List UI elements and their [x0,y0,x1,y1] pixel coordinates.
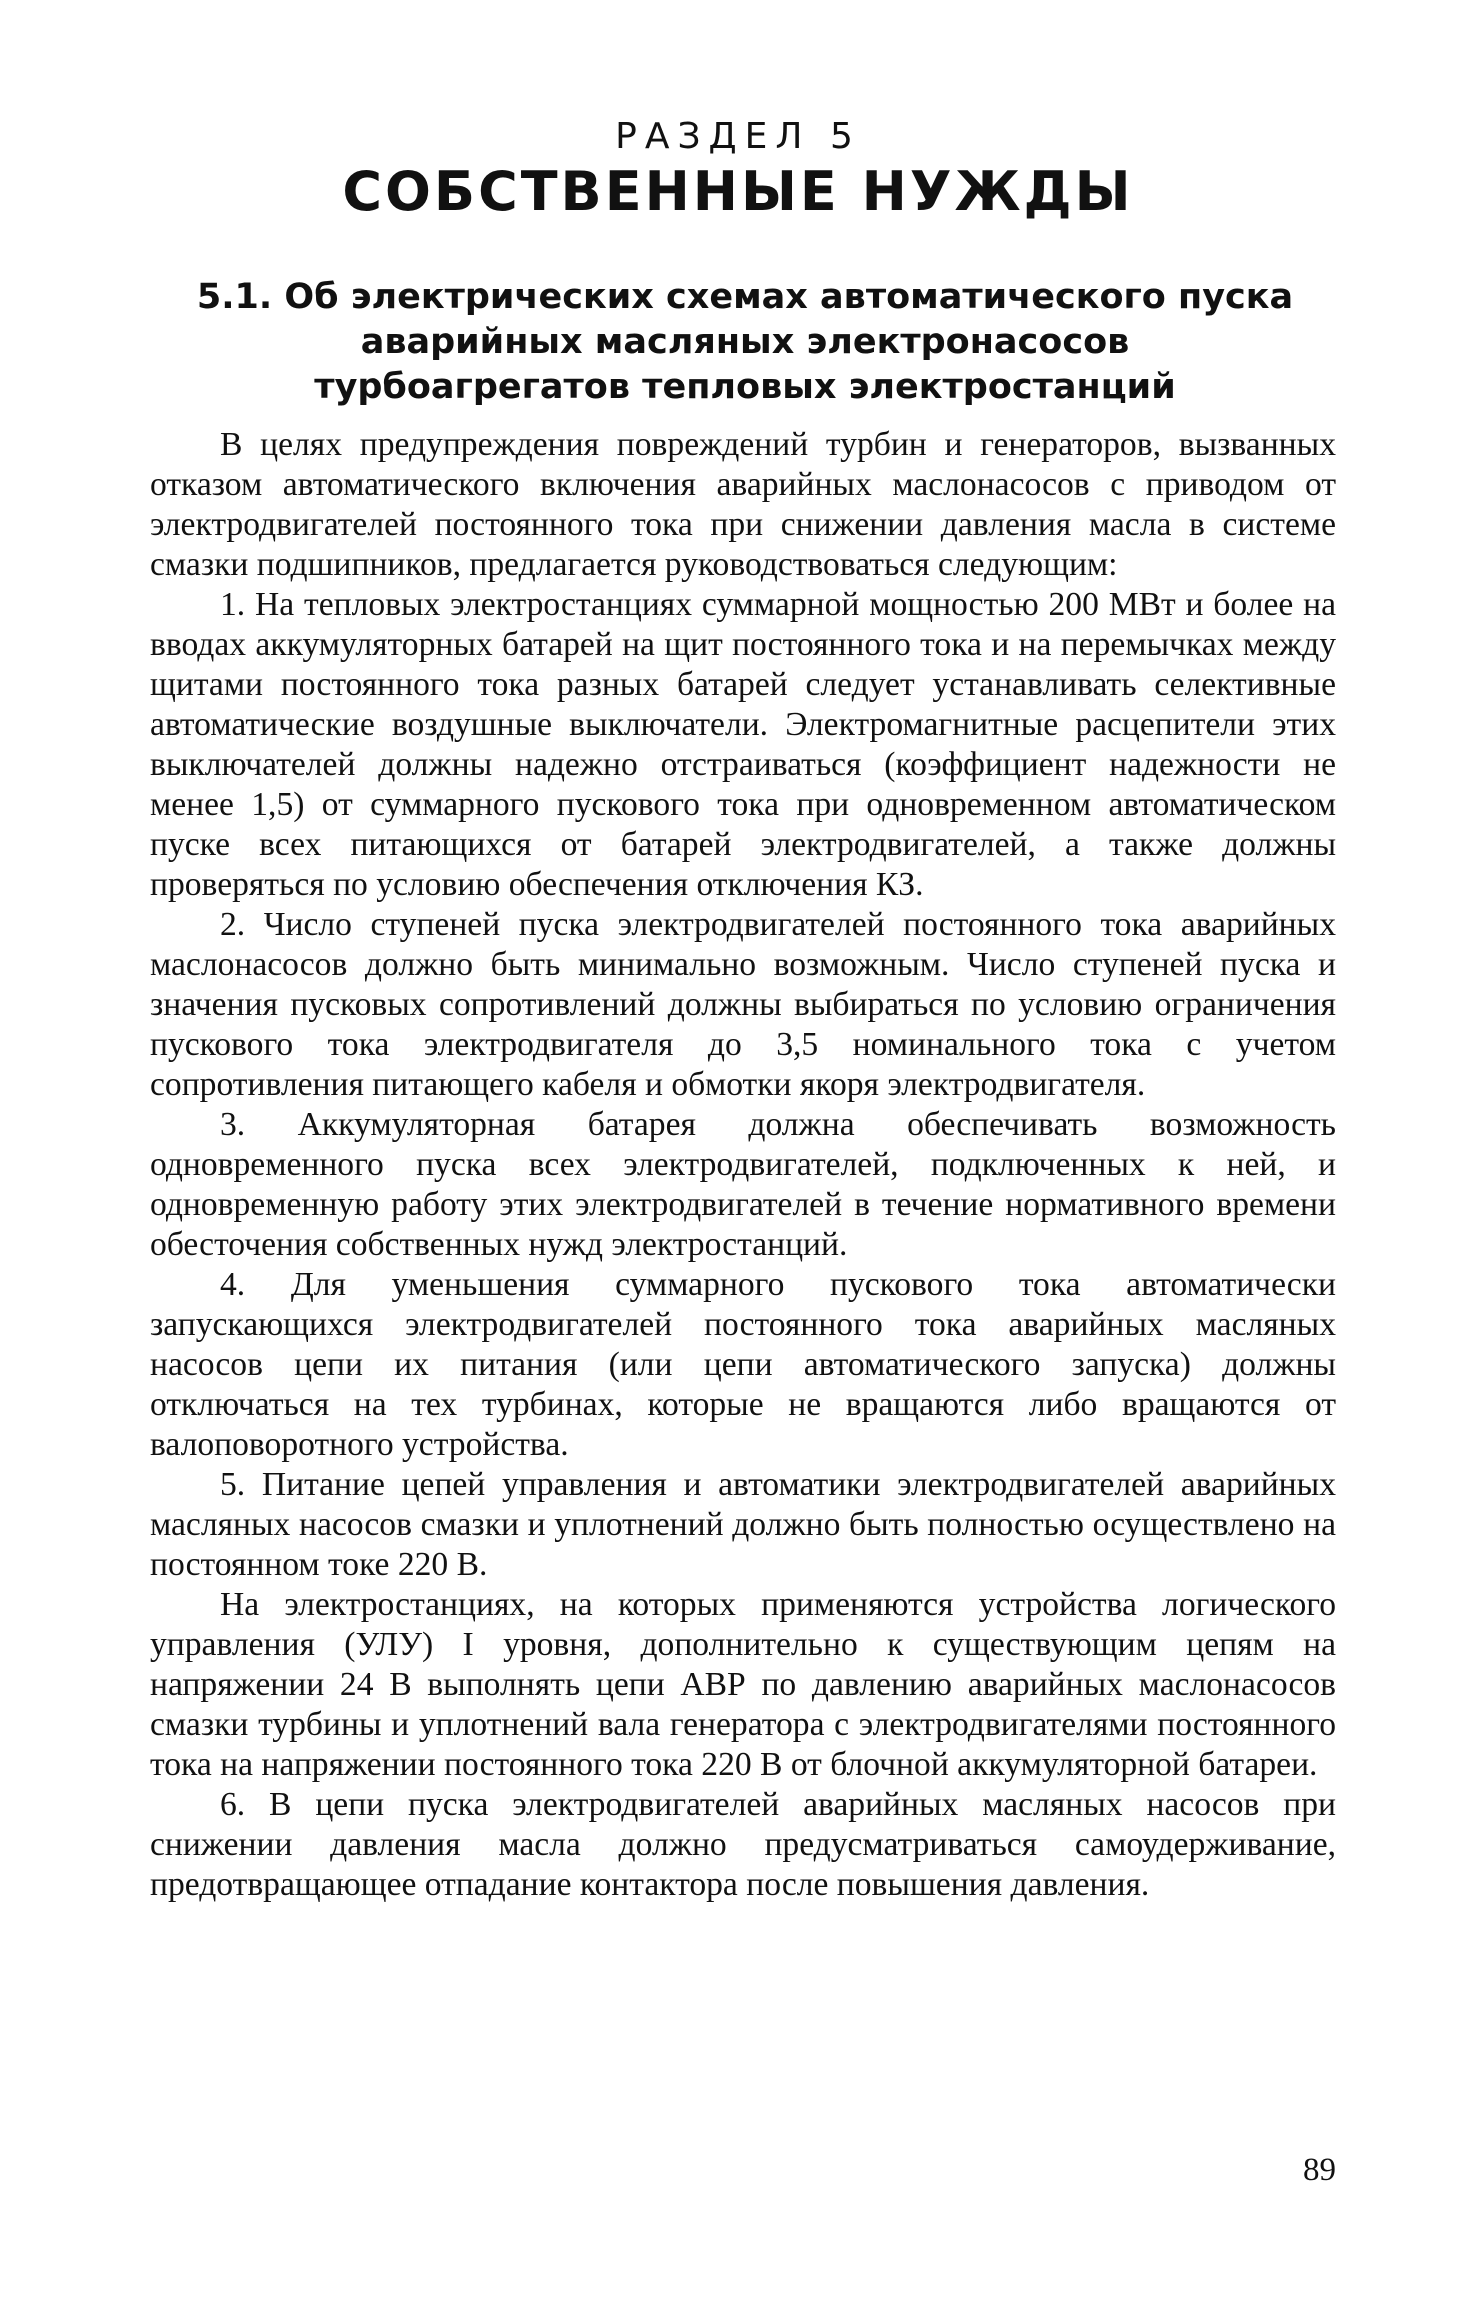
section-title: СОБСТВЕННЫЕ НУЖДЫ [342,160,1134,223]
body-text [150,425,1336,1905]
subsection-title-line: 5.1. Об электрических схемах автоматического пуска [196,277,1294,317]
paragraph-item-2: 2. Число ступеней пуска электродвигателей постоянного тока аварийных маслонасосов должно быть минимально возможным. Число ступеней пуска и значения пусковых сопротивлений должны выбираться по условию ограничения пускового тока электродвигателя до 3,5 номинального тока с учетом сопротивления питающего кабеля и обмотки якоря электродвигателя. [150,906,1336,1103]
subsection-title [150,275,1340,410]
intro-paragraph: В целях предупреждения повреждений турбин и генераторов, вызванных отказом автоматического включения аварийных маслонасосов с приводом от электродвигателей постоянного тока при снижении давления масла в системе смазки подшипников, предлагается руководствоваться следующим: [150,426,1336,583]
paragraph-item-6: 6. В цепи пуска электродвигателей аварийных масляных насосов при снижении давления масла должно предусматриваться самоудерживание, предотвращающее отпадание контактора после повышения давления. [150,1786,1336,1903]
section-label: РАЗДЕЛ 5 [615,116,861,157]
page-number: 89 [1303,2152,1336,2188]
paragraph-item-4: 4. Для уменьшения суммарного пускового тока автоматически запускающихся электродвигателей постоянного тока аварийных масляных насосов цепи их питания (или цепи автоматического запуска) должны отключаться на тех турбинах, которые не вращаются либо вращаются от валоповоротного устройства. [150,1266,1336,1463]
paragraph-item-1: 1. На тепловых электростанциях суммарной мощностью 200 МВт и более на вводах аккумуляторных батарей на щит постоянного тока и на перемычках между щитами постоянного тока разных батарей следует устанавливать селективные автоматические воздушные выключатели. Электромагнитные расцепители этих выключателей должны надежно отстраиваться (коэффициент надежности не менее 1,5) от суммарного пускового тока при одновременном автоматическом пуске всех питающихся от батарей электродвигателей, а также должны проверяться по условию обеспечения отключения КЗ. [150,586,1336,903]
paragraph-item-5: 5. Питание цепей управления и автоматики электродвигателей аварийных масляных насосов смазки и уплотнений должно быть полностью осуществлено на постоянном токе 220 В. [150,1466,1336,1583]
paragraph-ulu: На электростанциях, на которых применяются устройства логического управления (УЛУ) I уровня, дополнительно к существующим цепям на напряжении 24 В выполнять цепи АВР по давлению аварийных маслонасосов смазки турбины и уплотнений вала генератора с электродвигателями постоянного тока на напряжении постоянного тока 220 В от блочной аккумуляторной батареи. [150,1586,1336,1783]
subsection-title-line: турбоагрегатов тепловых электростанций [314,367,1176,407]
paragraph-item-3: 3. Аккумуляторная батарея должна обеспечивать возможность одновременного пуска всех электродвигателей, подключенных к ней, и одновременную работу этих электродвигателей в течение нормативного времени обесточения собственных нужд электростанций. [150,1106,1336,1263]
subsection-title-line: аварийных масляных электронасосов [360,322,1130,362]
